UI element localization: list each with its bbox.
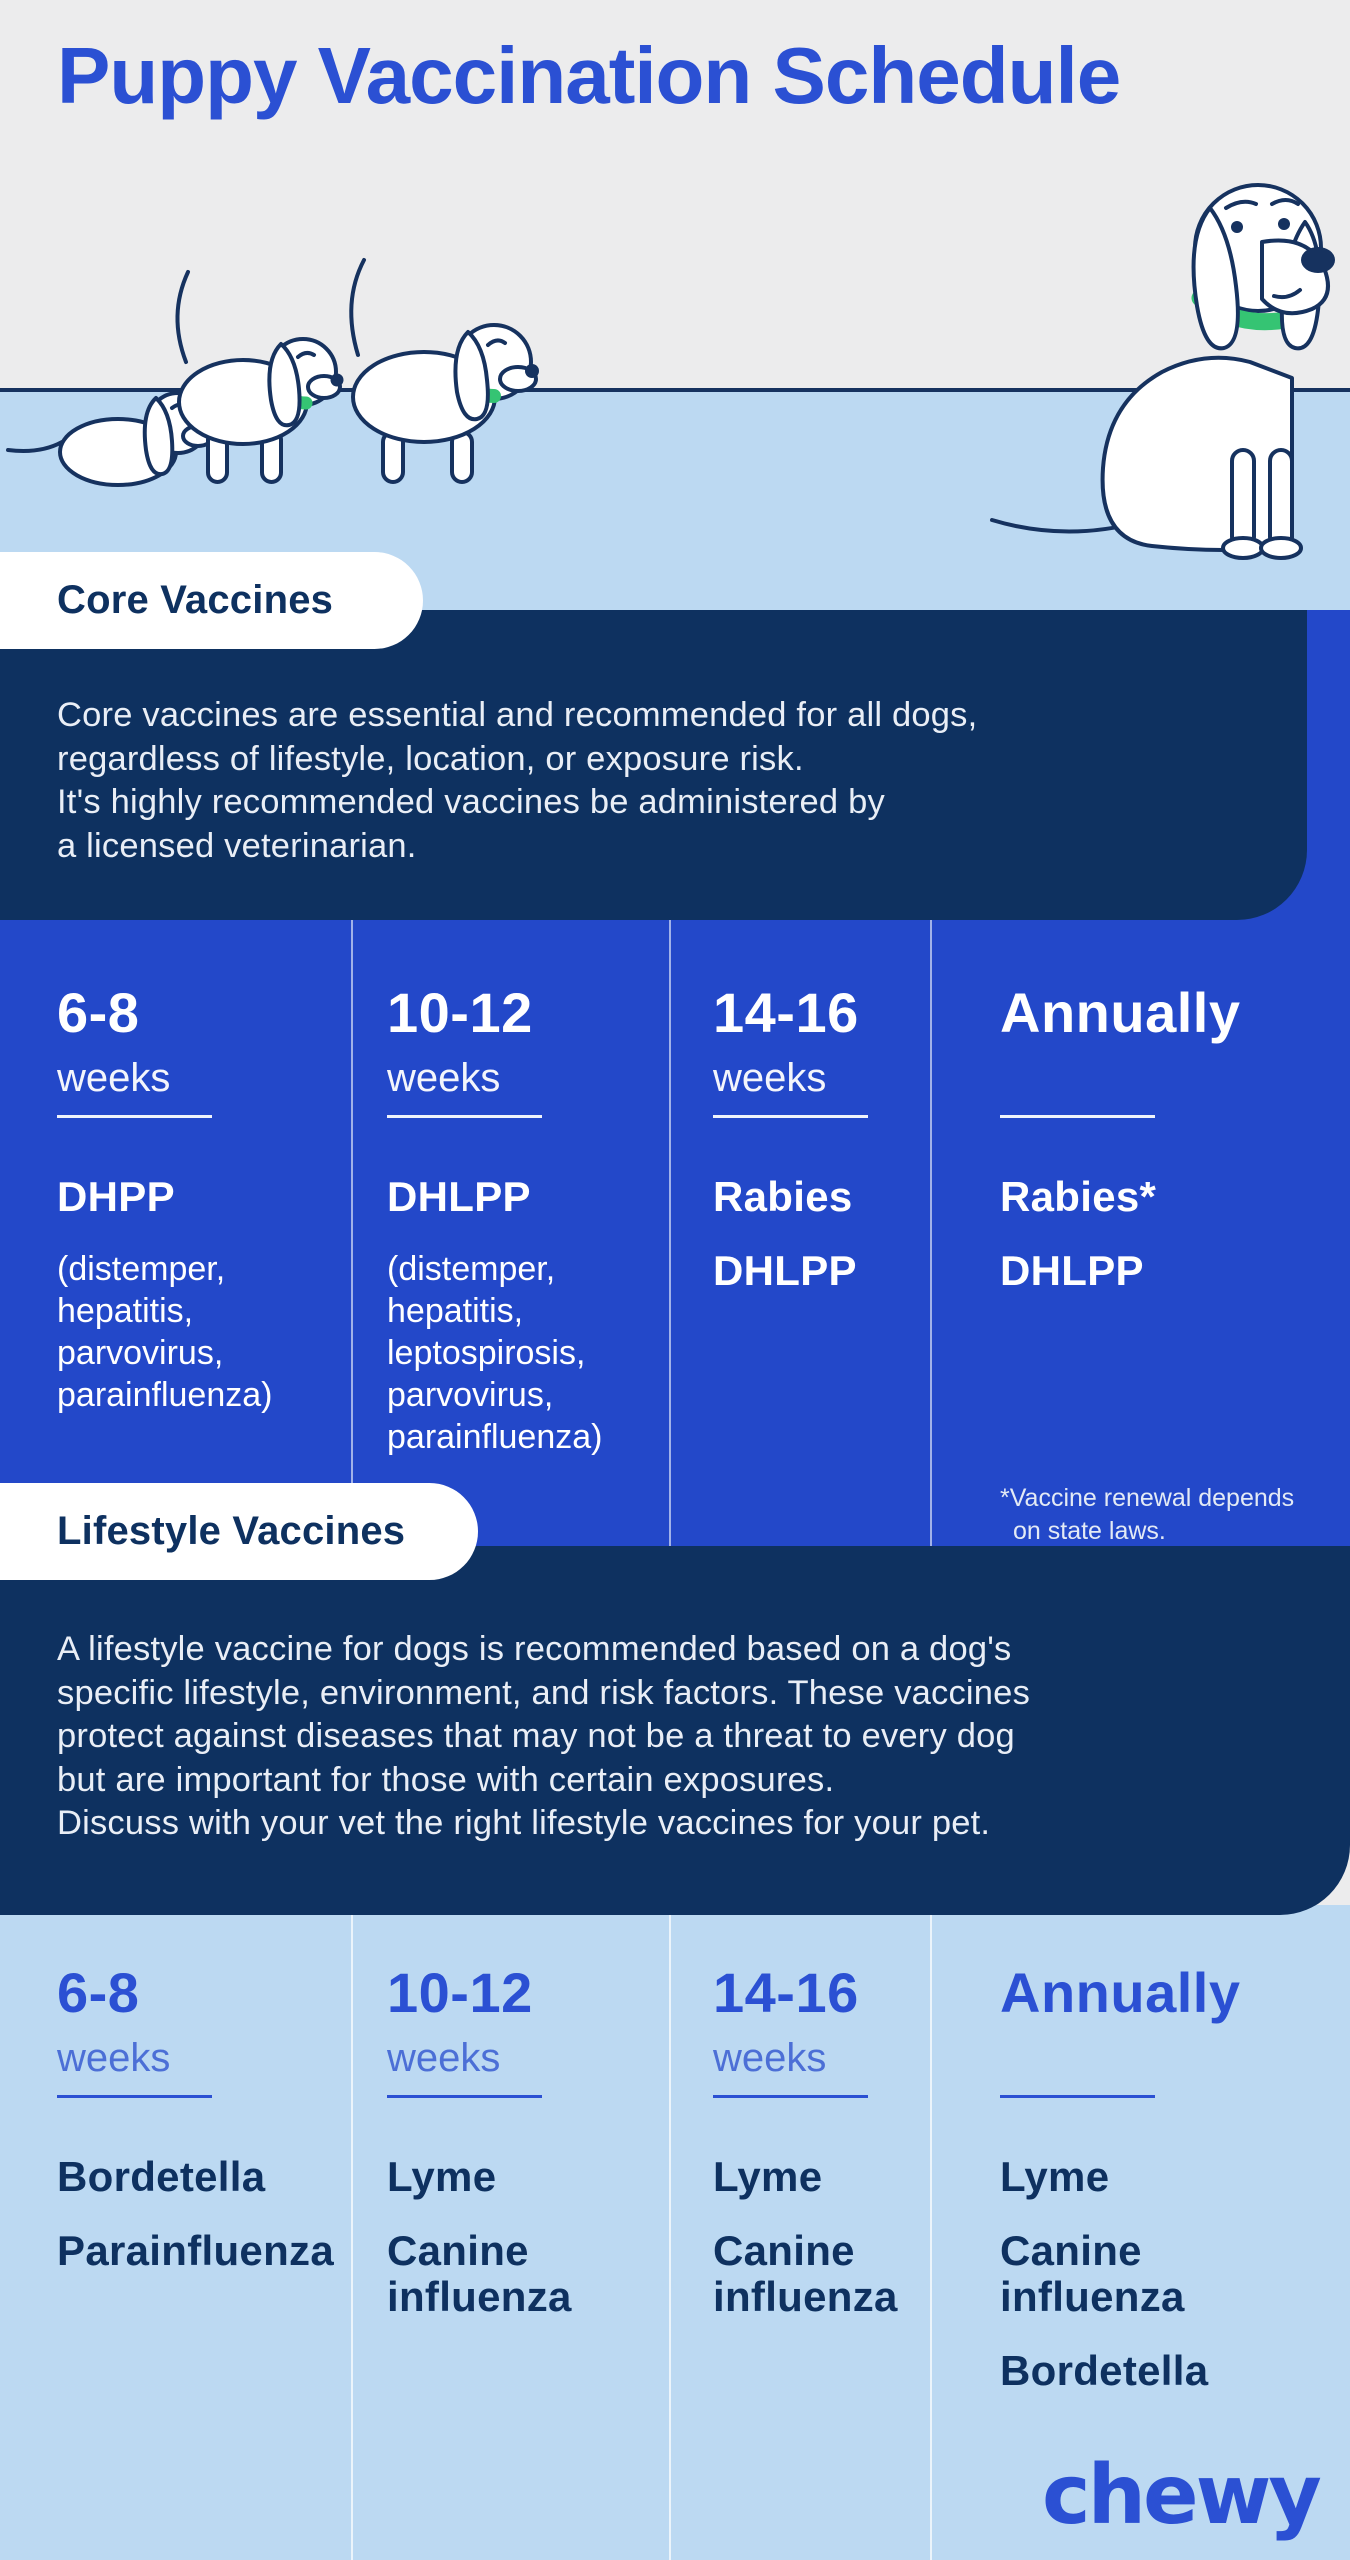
chewy-logo[interactable]: chewy <box>1042 2448 1319 2543</box>
detail-line: (distemper, <box>387 1250 556 1288</box>
puppy-illustration-3 <box>351 260 539 482</box>
footnote-line: on state laws. <box>1013 1517 1166 1545</box>
lifestyle-column-annually <box>1000 1961 1330 2422</box>
detail-line: parainfluenza) <box>57 1376 273 1414</box>
description-line: protect against diseases that may not be a threat to every dog <box>57 1717 1015 1755</box>
vaccine-name: DHPP <box>57 1173 175 1220</box>
core-description <box>57 694 977 868</box>
vaccine-name: DHLPP <box>1000 1247 1144 1294</box>
age-unit <box>1000 2035 1330 2081</box>
lifestyle-column-6-8-weeks <box>57 1961 357 2302</box>
dog-illustration-adult <box>992 185 1335 558</box>
lifestyle-column-10-12-weeks <box>387 1961 637 2348</box>
age-heading: 6-8 <box>57 1961 140 2024</box>
underline-rule <box>387 2095 542 2098</box>
age-heading: 6-8 <box>57 981 140 1044</box>
detail-line: parvovirus, <box>387 1376 554 1414</box>
detail-line: parvovirus, <box>57 1334 224 1372</box>
underline-rule <box>713 1115 868 1118</box>
lifestyle-description-block <box>0 1546 1350 1915</box>
core-column-14-16-weeks <box>713 981 943 1322</box>
vaccine-name: DHLPP <box>713 1247 857 1294</box>
age-heading: 10-12 <box>387 981 533 1044</box>
description-line: Core vaccines are essential and recommended for all dogs, <box>57 696 978 734</box>
footnote-line: *Vaccine renewal depends <box>1000 1484 1295 1512</box>
core-description-block <box>0 610 1307 920</box>
lifestyle-column-14-16-weeks <box>713 1961 943 2348</box>
age-unit: weeks <box>57 2036 171 2080</box>
vaccine-name: Rabies <box>713 1173 853 1220</box>
underline-rule <box>1000 1115 1155 1118</box>
description-line: regardless of lifestyle, location, or exposure risk. <box>57 739 804 778</box>
vaccine-name: Rabies* <box>1000 1173 1157 1220</box>
vaccine-name: DHLPP <box>387 1173 531 1220</box>
detail-line: (distemper, <box>57 1250 226 1288</box>
underline-rule <box>713 2095 868 2098</box>
lifestyle-vaccines-tab-label: Lifestyle Vaccines <box>57 1509 406 1553</box>
description-line: A lifestyle vaccine for dogs is recommended based on a dog's <box>57 1630 1012 1668</box>
age-unit: weeks <box>713 2036 827 2080</box>
age-unit: weeks <box>713 1056 827 1100</box>
vaccine-name: Canine influenza <box>713 2227 898 2320</box>
age-heading: 10-12 <box>387 1961 533 2024</box>
age-heading: 14-16 <box>713 981 859 1044</box>
vaccine-name: Parainfluenza <box>57 2227 334 2274</box>
age-unit <box>1000 1055 1330 1101</box>
page-title: Puppy Vaccination Schedule <box>57 31 1121 120</box>
lifestyle-vaccines-tab <box>0 1483 478 1580</box>
description-line: but are important for those with certain exposures. <box>57 1760 835 1799</box>
age-unit: weeks <box>57 1056 171 1100</box>
vaccine-name: Lyme <box>713 2153 823 2200</box>
lifestyle-description <box>57 1628 1030 1846</box>
column-divider <box>669 920 671 1546</box>
underline-rule <box>57 1115 212 1118</box>
age-heading: Annually <box>1000 1961 1241 2024</box>
core-column-10-12-weeks <box>387 981 637 1458</box>
description-line: specific lifestyle, environment, and risk factors. These vaccines <box>57 1673 1031 1712</box>
description-line: Discuss with your vet the right lifestyle vaccines for your pet. <box>57 1804 991 1842</box>
vaccine-name: Canine influenza <box>387 2227 572 2320</box>
vaccine-name: Bordetella <box>1000 2347 1209 2394</box>
vaccine-name: Canine influenza <box>1000 2227 1185 2320</box>
puppy-illustration-2 <box>177 272 343 482</box>
core-column-annually <box>1000 981 1330 1322</box>
description-line: a licensed veterinarian. <box>57 826 417 865</box>
vaccine-name: Bordetella <box>57 2153 266 2200</box>
detail-line: hepatitis, <box>57 1292 194 1330</box>
vaccine-name: Lyme <box>1000 2153 1110 2200</box>
core-column-6-8-weeks <box>57 981 357 1416</box>
age-heading: 14-16 <box>713 1961 859 2024</box>
rabies-footnote <box>1000 1482 1330 1548</box>
age-heading: Annually <box>1000 981 1241 1044</box>
core-vaccines-tab-label: Core Vaccines <box>57 578 334 622</box>
underline-rule <box>1000 2095 1155 2098</box>
core-vaccines-tab <box>0 552 423 649</box>
column-divider <box>669 1905 671 2560</box>
detail-line: parainfluenza) <box>387 1418 603 1456</box>
detail-line: hepatitis, <box>387 1292 524 1330</box>
underline-rule <box>57 2095 212 2098</box>
detail-line: leptospirosis, <box>387 1334 586 1372</box>
age-unit: weeks <box>387 1056 501 1100</box>
age-unit: weeks <box>387 2036 501 2080</box>
description-line: It's highly recommended vaccines be administered by <box>57 783 885 821</box>
vaccine-detail <box>387 1248 637 1458</box>
vaccine-detail <box>57 1248 357 1416</box>
underline-rule <box>387 1115 542 1118</box>
vaccine-name: Lyme <box>387 2153 497 2200</box>
